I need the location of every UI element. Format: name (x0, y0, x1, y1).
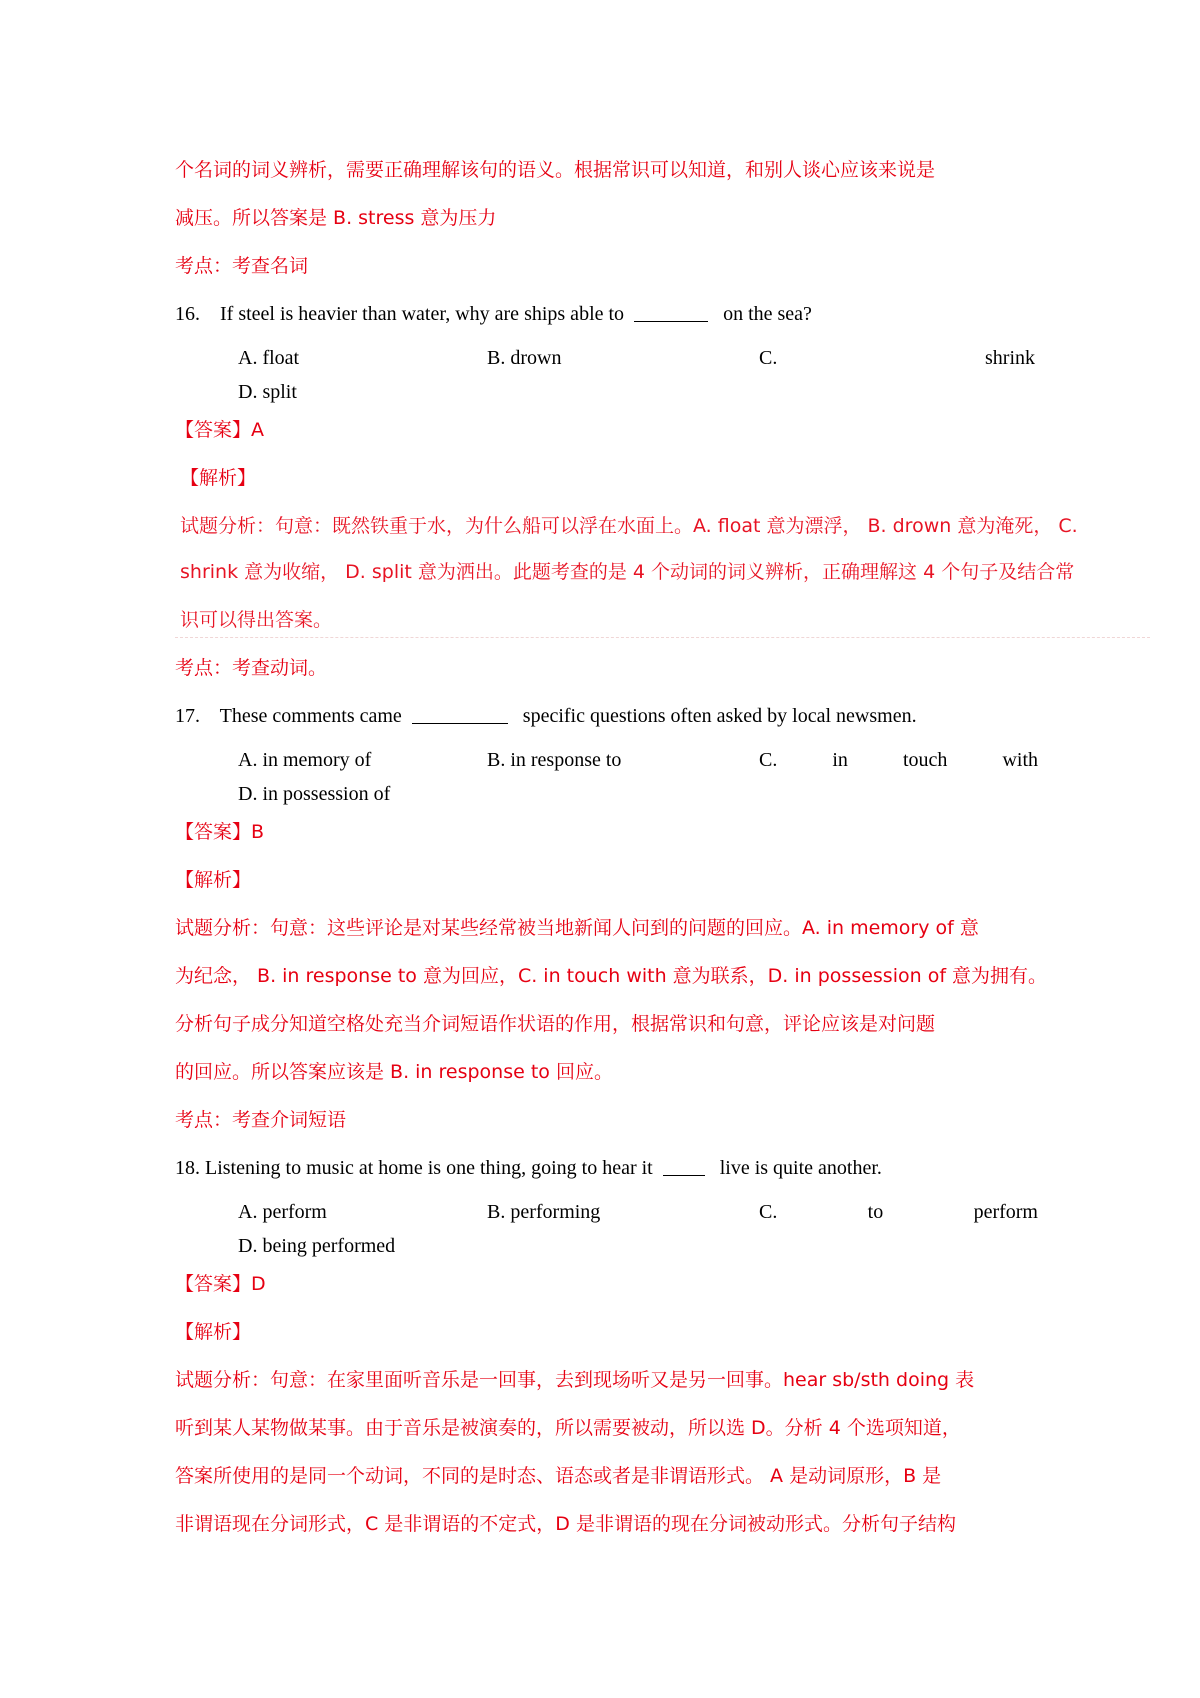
question-17-kaodian: 考点：考查介词短语 (175, 1109, 347, 1131)
question-16-analysis-line-1: 试题分析：句意：既然铁重于水，为什么船可以浮在水面上。A. float 意为漂浮， B. drown 意为淹死， C. (180, 515, 1078, 537)
question-17-text-before: These comments came (219, 705, 402, 727)
question-16-analysis-label: 【解析】 (180, 467, 257, 489)
scan-divider (175, 637, 1150, 638)
question-17-number: 17. (175, 705, 200, 727)
question-16-option-a: A. float (238, 347, 300, 369)
question-18-text-before: Listening to music at home is one thing, going to hear it (205, 1157, 653, 1179)
question-16-number: 16. (175, 303, 200, 325)
question-18-analysis-line-2: 听到某人某物做某事。由于音乐是被演奏的，所以需要被动，所以选 D。分析 4 个选项知道， (175, 1417, 961, 1439)
question-17-option-c-word: in (832, 749, 848, 771)
question-16-option-d: D. split (238, 381, 297, 403)
question-17-option-d: D. in possession of (238, 783, 391, 805)
question-17-answer: 【答案】B (175, 821, 265, 843)
question-18-answer: 【答案】D (175, 1273, 266, 1295)
question-16-analysis-line-2: shrink 意为收缩， D. split 意为洒出。此题考查的是 4 个动词的词义辨析，正确理解这 4 个句子及结合常 (180, 561, 1075, 583)
question-16-kaodian: 考点：考查动词。 (175, 657, 328, 679)
question-17-option-c (759, 745, 1038, 775)
question-16-text-before: If steel is heavier than water, why are ships able to (220, 303, 625, 325)
question-17-analysis-line-2: 为纪念， B. in response to 意为回应，C. in touch with 意为联系，D. in possession of 意为拥有。 (175, 965, 1048, 987)
question-16-analysis-line-3: 识可以得出答案。 (180, 609, 333, 631)
question-18-analysis-line-3: 答案所使用的是同一个动词，不同的是时态、语态或者是非谓语形式。 A 是动词原形，B 是 (175, 1465, 942, 1487)
question-17-analysis-line-4: 的回应。所以答案应该是 B. in response to 回应。 (175, 1061, 613, 1083)
question-18-analysis-label: 【解析】 (175, 1321, 252, 1343)
question-18-option-c-word: to (867, 1201, 884, 1223)
question-17-option-b: B. in response to (487, 749, 622, 771)
question-18-option-b: B. performing (487, 1201, 601, 1223)
question-17-option-c-word: touch (902, 749, 948, 771)
question-18-text-after: live is quite another. (719, 1157, 882, 1179)
question-16-option-c-word: shrink (985, 347, 1035, 369)
question-16-option-c-label: C. (759, 347, 778, 369)
question-16-stem (175, 299, 812, 329)
question-17-text-after: specific questions often asked by local newsmen. (522, 705, 917, 727)
question-18-option-c-word: C. (759, 1201, 778, 1223)
question-18-analysis-line-1: 试题分析：句意：在家里面听音乐是一回事，去到现场听又是另一回事。hear sb/sth doing 表 (175, 1369, 975, 1391)
question-17-option-a: A. in memory of (238, 749, 372, 771)
question-18-blank (663, 1155, 705, 1176)
question-16-option-b: B. drown (487, 347, 562, 369)
question-16-answer: 【答案】A (175, 419, 264, 441)
question-18-analysis-line-4: 非谓语现在分词形式，C 是非谓语的不定式，D 是非谓语的现在分词被动形式。分析句子结构 (175, 1513, 956, 1535)
question-16-blank (634, 301, 708, 322)
question-17-option-c-word: C. (759, 749, 778, 771)
question-17-blank (412, 703, 508, 724)
question-17-option-c-word: with (1002, 749, 1038, 771)
question-17-analysis-line-1: 试题分析：句意：这些评论是对某些经常被当地新闻人问到的问题的回应。A. in memory of 意 (175, 917, 979, 939)
intro-analysis-line-1: 个名词的词义辨析，需要正确理解该句的语义。根据常识可以知道，和别人谈心应该来说是 (175, 159, 936, 181)
question-18-option-c-word: perform (973, 1201, 1038, 1223)
question-16-text-after: on the sea? (723, 303, 812, 325)
question-18-option-a: A. perform (238, 1201, 327, 1223)
question-17-analysis-label: 【解析】 (175, 869, 252, 891)
question-18-option-d: D. being performed (238, 1235, 396, 1257)
question-18-option-c (759, 1197, 1038, 1227)
question-17-analysis-line-3: 分析句子成分知道空格处充当介词短语作状语的作用，根据常识和句意，评论应该是对问题 (175, 1013, 936, 1035)
question-18-number: 18. (175, 1157, 200, 1179)
intro-analysis-line-2: 减压。所以答案是 B. stress 意为压力 (175, 207, 497, 229)
question-17-stem (175, 701, 917, 731)
question-18-stem (175, 1153, 882, 1183)
intro-kaodian: 考点：考查名词 (175, 255, 309, 277)
